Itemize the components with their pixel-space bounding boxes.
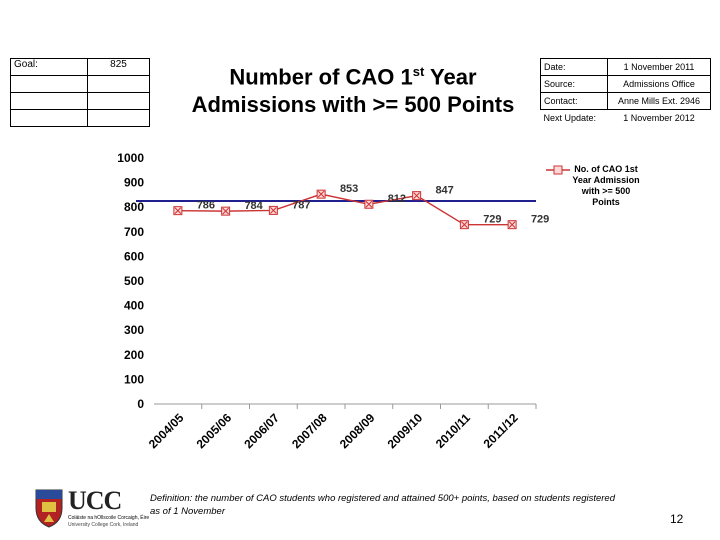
ucc-logo	[34, 488, 154, 530]
goal-empty-cell	[11, 110, 88, 127]
info-contact-label: Contact:	[541, 93, 608, 110]
definition-text: Definition: the number of CAO students who registered and attained 500+ points, based on students registered as of 1 November	[150, 493, 615, 517]
x-tick-label: 2008/09	[336, 410, 378, 452]
data-label: 812	[387, 193, 407, 206]
data-point	[460, 221, 468, 229]
info-next-update-label: Next Update:	[543, 113, 597, 123]
series-layer	[174, 183, 549, 229]
title-line1-end: Year	[424, 64, 477, 90]
x-tick-label: 2005/06	[193, 410, 235, 452]
y-tick-label: 900	[123, 175, 144, 190]
info-date-label: Date:	[541, 59, 608, 76]
data-label: 729	[483, 213, 502, 226]
goal-empty-cell	[88, 76, 150, 93]
data-point	[365, 200, 373, 208]
legend-label-line: No. of CAO 1st	[574, 164, 638, 174]
goal-empty-cell	[11, 76, 88, 93]
info-date-value: 1 November 2011	[608, 59, 711, 76]
data-point	[174, 207, 182, 215]
legend-swatch-marker	[554, 166, 562, 174]
y-tick-label: 500	[123, 274, 144, 288]
goal-value: 825	[88, 59, 150, 76]
x-tick-label: 2006/07	[241, 410, 282, 452]
goal-table	[10, 58, 150, 127]
y-tick-label: 100	[123, 372, 144, 387]
y-tick-label: 400	[123, 298, 144, 313]
data-label: 847	[435, 184, 454, 197]
y-tick-label: 300	[123, 323, 144, 338]
title-line1-main: Number of CAO 1	[229, 64, 413, 90]
goal-empty-cell	[11, 93, 88, 110]
y-tick-label: 200	[123, 347, 144, 362]
x-tick-label: 2011/12	[480, 410, 521, 451]
logo-subtitle-english: University College Cork, Ireland	[68, 522, 139, 528]
y-tick-label: 0	[137, 397, 144, 411]
legend-label-line: with >= 500	[581, 186, 631, 196]
line-chart	[0, 140, 720, 490]
y-tick-label: 600	[123, 249, 144, 264]
title-line2: Admissions with >= 500 Points	[191, 92, 515, 118]
y-tick-label: 700	[123, 224, 144, 239]
page-title	[168, 58, 538, 119]
y-tick-label: 800	[123, 200, 144, 215]
crest-icon	[34, 488, 64, 528]
y-tick-label: 1000	[117, 151, 144, 165]
data-label: 786	[196, 199, 216, 212]
data-point	[317, 190, 325, 198]
x-tick-label: 2009/10	[384, 410, 426, 452]
legend-label-line: Year Admission	[572, 175, 640, 185]
data-point	[508, 221, 516, 229]
data-label: 853	[339, 183, 359, 196]
title-line1-sup: st	[412, 64, 425, 79]
info-table	[540, 58, 711, 126]
x-tick-label: 2010/11	[432, 410, 473, 451]
data-label: 784	[244, 200, 263, 213]
goal-empty-cell	[88, 110, 150, 127]
info-source-label: Source:	[541, 76, 608, 93]
data-point	[413, 192, 421, 200]
logo-name: UCC	[68, 486, 122, 515]
x-tick-label: 2004/05	[145, 410, 187, 452]
info-source-value: Admissions Office	[608, 76, 711, 93]
page-number: 12	[670, 512, 684, 526]
goal-label: Goal:	[11, 59, 88, 76]
goal-empty-cell	[88, 93, 150, 110]
data-point	[222, 207, 230, 215]
data-label: 729	[530, 213, 550, 226]
data-label: 787	[292, 199, 311, 212]
data-point	[269, 206, 277, 214]
legend	[546, 164, 640, 207]
x-tick-label: 2007/08	[289, 410, 330, 452]
info-next-update-value: 1 November 2012	[623, 113, 695, 123]
legend-label-line: Points	[592, 197, 620, 207]
logo-subtitle-irish: Coláiste na hOllscoile Corcaigh, Éire	[68, 515, 150, 521]
info-contact-value: Anne Mills Ext. 2946	[608, 93, 711, 110]
